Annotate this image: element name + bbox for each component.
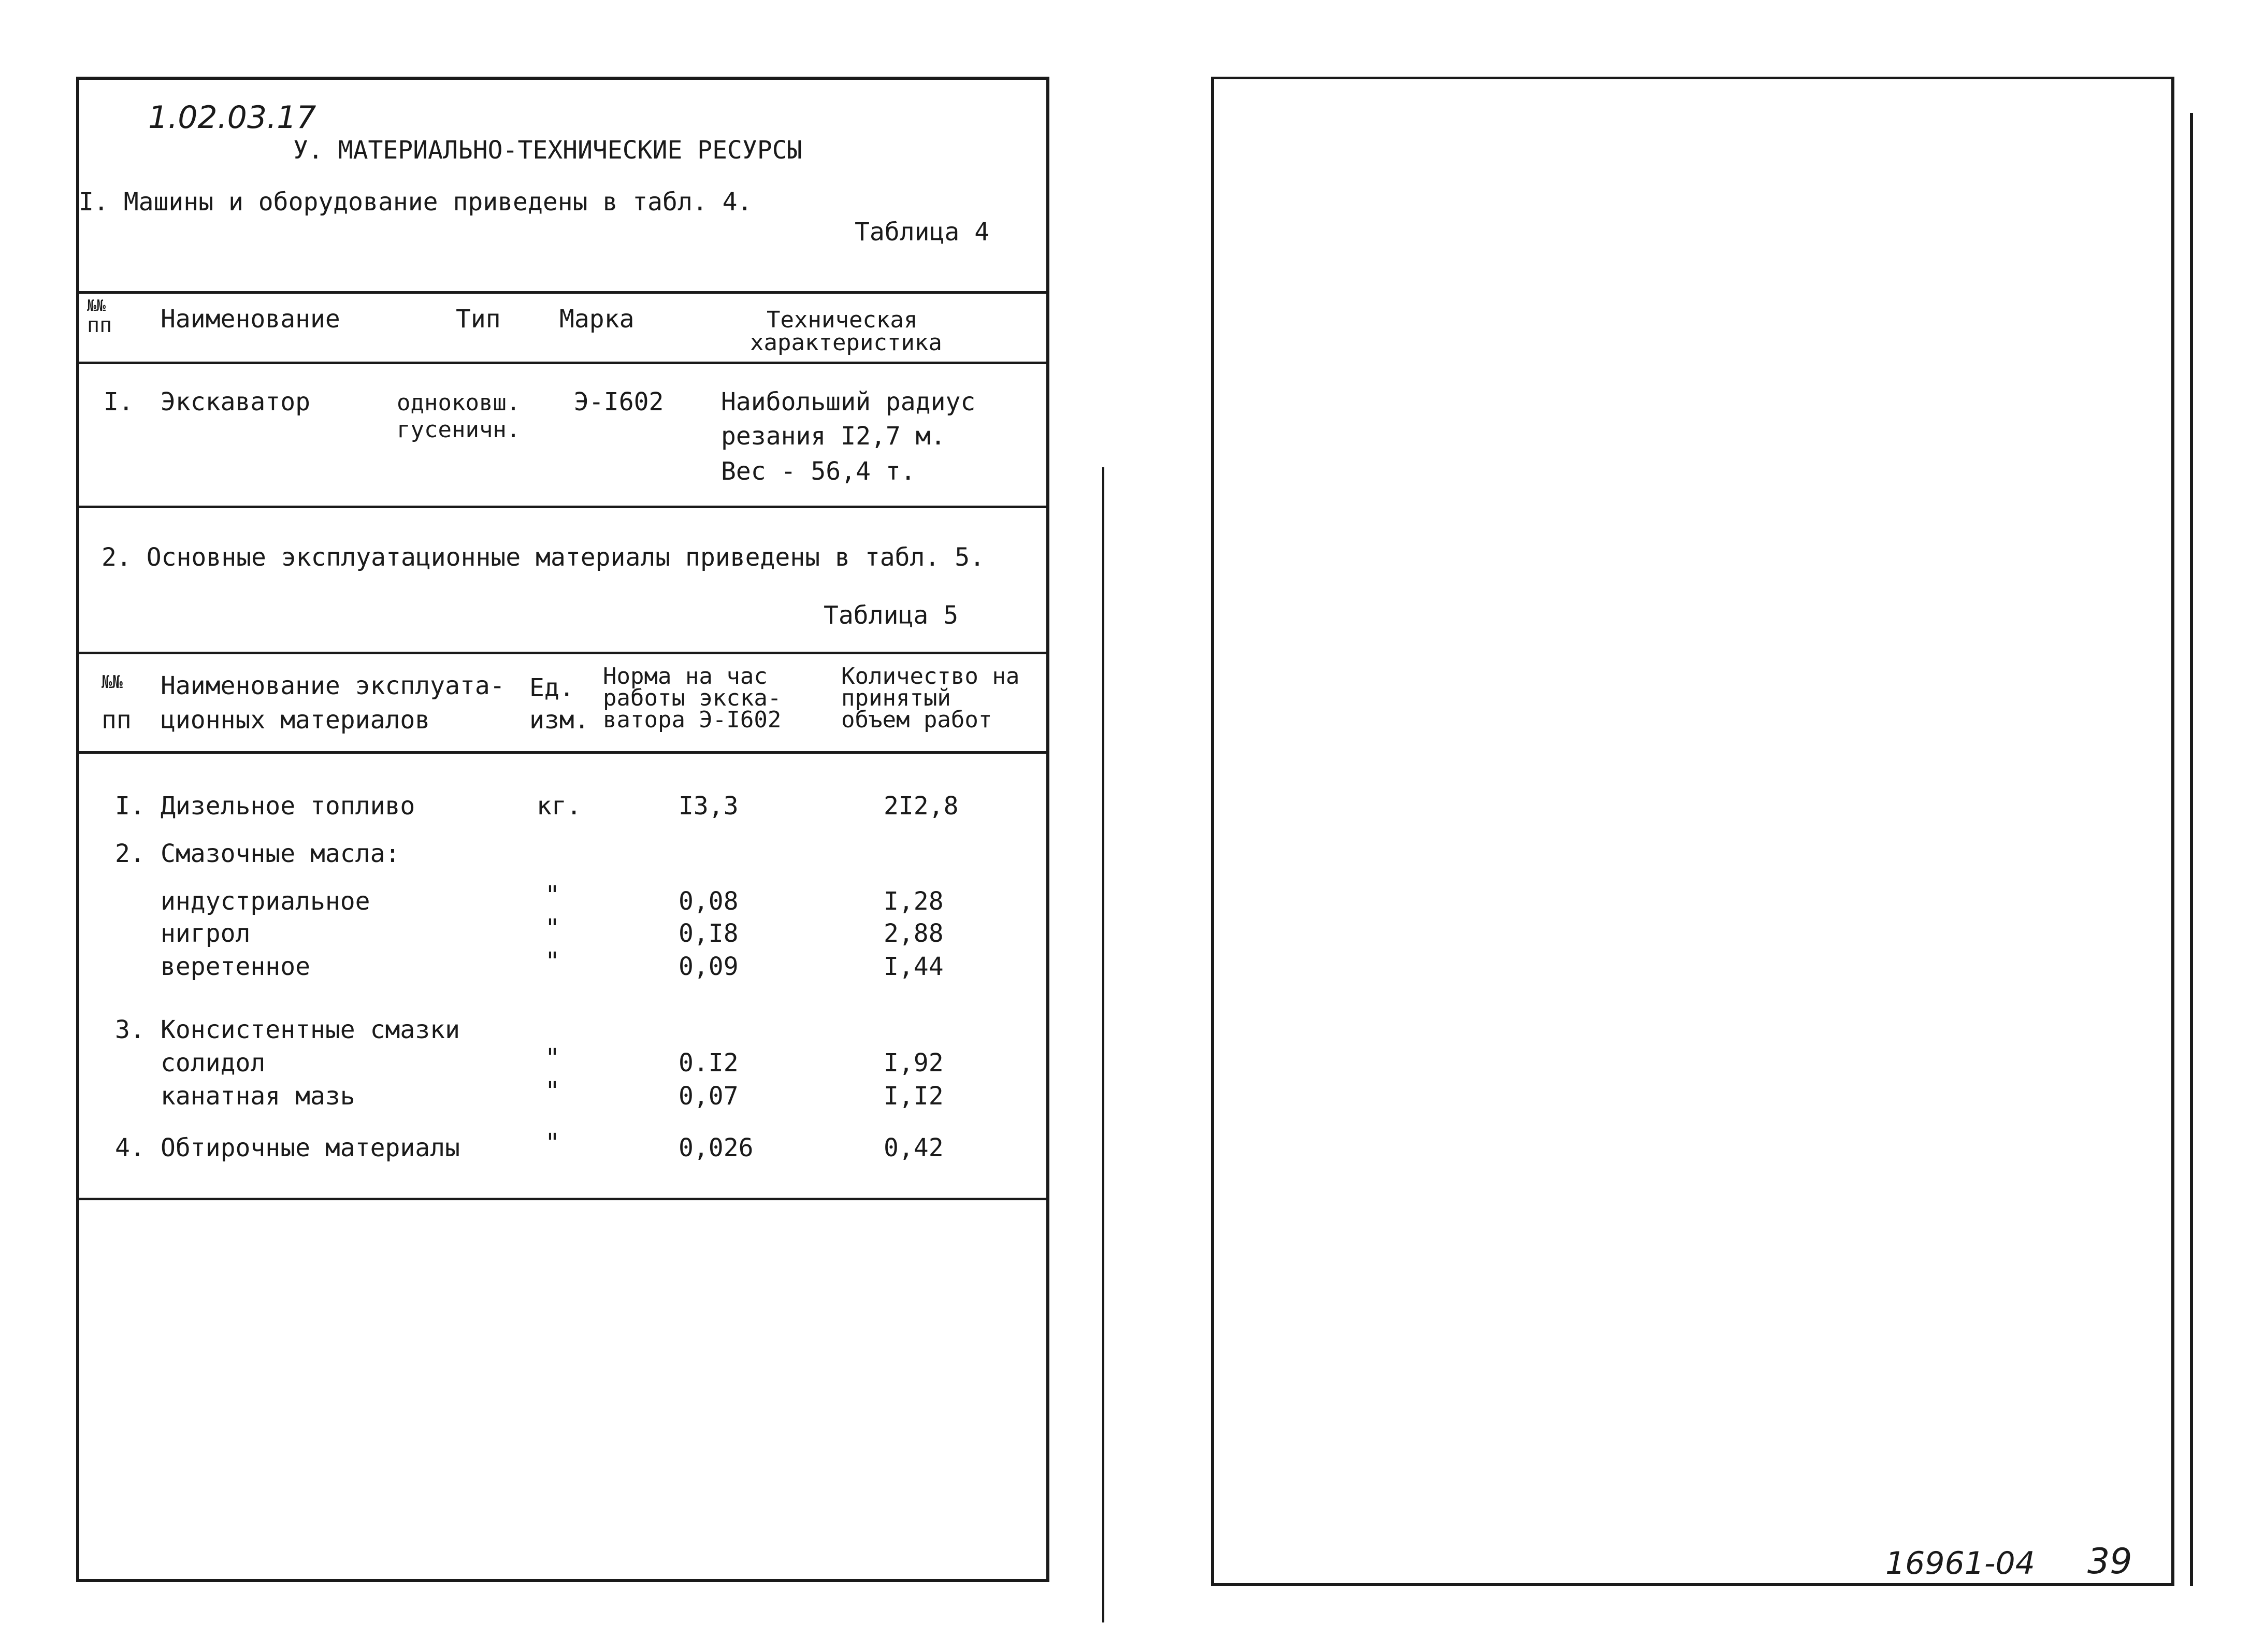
table5-cell-num: 2. xyxy=(115,839,145,868)
table4-row-brand: Э-I602 xyxy=(574,387,664,416)
table5-cell-name: канатная мазь xyxy=(161,1082,355,1111)
table5-cell-unit: " xyxy=(545,1076,560,1105)
table5-cell-norm: 0,07 xyxy=(679,1082,739,1111)
table5-cell-unit: " xyxy=(545,881,560,910)
right-page-inner-edge xyxy=(2190,113,2193,1586)
table4-row-tech-1: Наибольший радиус xyxy=(721,387,976,416)
table4-caption: Таблица 4 xyxy=(855,218,990,247)
table5-cell-norm: 0,09 xyxy=(679,952,739,981)
table5-cell-num: 4. xyxy=(115,1133,145,1162)
table5-cell-unit: " xyxy=(545,914,560,943)
paragraph-1: I. Машины и оборудование приведены в табл. 4. xyxy=(79,188,753,217)
table5-cell-qty: 0,42 xyxy=(884,1133,944,1162)
table5-col-num-header-1: №№ xyxy=(102,672,123,693)
table5-top-rule xyxy=(79,652,1046,654)
table4-row-name: Экскаватор xyxy=(161,387,310,416)
table4-col-tech-header-2: характеристика xyxy=(750,329,942,356)
table4-header-rule xyxy=(79,362,1046,364)
table5-cell-num: I. xyxy=(115,792,145,821)
table5-col-norm-header-1: Норма на час xyxy=(603,663,768,689)
table5-col-qty-header-2: принятый xyxy=(841,685,951,711)
table4-row-type-1: одноковш. xyxy=(397,390,521,416)
table5-cell-qty: I,I2 xyxy=(884,1082,944,1111)
table5-cell-name: нигрол xyxy=(161,919,251,948)
table5-cell-qty: 2,88 xyxy=(884,919,944,948)
table5-col-qty-header-3: объем работ xyxy=(841,707,992,733)
table5-col-name-header-2: ционных материалов xyxy=(161,706,430,735)
center-fold-line xyxy=(1102,467,1104,1622)
table4-col-name-header: Наименование xyxy=(161,305,340,334)
table5-caption: Таблица 5 xyxy=(824,601,959,630)
table4-col-type-header: Тип xyxy=(456,305,501,334)
table5-col-qty-header-1: Количество на xyxy=(841,663,1020,689)
table5-col-norm-header-2: работы экска- xyxy=(603,685,782,711)
right-page-frame xyxy=(1211,77,2174,1586)
table5-bottom-rule xyxy=(79,1198,1046,1200)
table5-cell-name: Смазочные масла: xyxy=(161,839,400,868)
table4-col-num-header-1: №№ xyxy=(87,297,106,315)
table5-cell-unit: кг. xyxy=(537,792,582,821)
paragraph-2: 2. Основные эксплуатационные материалы приведены в табл. 5. xyxy=(102,543,985,572)
table5-cell-unit: " xyxy=(545,947,560,976)
table5-col-unit-header-1: Ед. xyxy=(529,673,574,702)
table5-cell-norm: 0,08 xyxy=(679,887,739,916)
table5-cell-name: Обтирочные материалы xyxy=(161,1133,460,1162)
table5-header-rule xyxy=(79,751,1046,754)
table4-row-tech-2: резания I2,7 м. xyxy=(721,422,946,451)
table5-col-norm-header-3: ватора Э-I602 xyxy=(603,707,782,733)
table5-cell-name: солидол xyxy=(161,1048,266,1078)
table4-col-num-header-2: пп xyxy=(87,313,112,337)
table4-top-rule xyxy=(79,291,1046,294)
table5-cell-norm: 0,I8 xyxy=(679,919,739,948)
table5-cell-num: 3. xyxy=(115,1015,145,1044)
table5-col-num-header-2: пп xyxy=(102,706,132,735)
handwritten-code: 1.02.03.17 xyxy=(148,99,316,136)
table5-cell-unit: " xyxy=(545,1043,560,1072)
table5-col-unit-header-2: изм. xyxy=(529,706,589,735)
table4-row-tech-3: Вес - 56,4 т. xyxy=(721,457,916,486)
table5-col-name-header-1: Наименование эксплуата- xyxy=(161,671,505,700)
table4-row-type-2: гусеничн. xyxy=(397,416,521,443)
section-title: У. МАТЕРИАЛЬНО-ТЕХНИЧЕСКИЕ РЕСУРСЫ xyxy=(293,136,802,165)
table5-cell-unit: " xyxy=(545,1128,560,1157)
table5-cell-qty: I,28 xyxy=(884,887,944,916)
table4-bottom-rule xyxy=(79,506,1046,508)
footer-number: 16961-04 xyxy=(1885,1545,2035,1582)
table5-cell-name: веретенное xyxy=(161,952,310,981)
table5-cell-qty: 2I2,8 xyxy=(884,792,959,821)
page-number: 39 xyxy=(2087,1541,2132,1582)
table5-cell-norm: I3,3 xyxy=(679,792,739,821)
left-page-frame xyxy=(76,77,1049,1582)
table4-col-tech-header-1: Техническая xyxy=(767,307,918,333)
table5-cell-qty: I,92 xyxy=(884,1048,944,1078)
table5-cell-name: Консистентные смазки xyxy=(161,1015,460,1044)
table5-cell-qty: I,44 xyxy=(884,952,944,981)
table4-col-brand-header: Марка xyxy=(559,305,635,334)
table5-cell-name: Дизельное топливо xyxy=(161,792,415,821)
table5-cell-name: индустриальное xyxy=(161,887,370,916)
table5-cell-norm: 0,026 xyxy=(679,1133,754,1162)
table4-row-num: I. xyxy=(104,387,134,416)
table5-cell-norm: 0.I2 xyxy=(679,1048,739,1078)
